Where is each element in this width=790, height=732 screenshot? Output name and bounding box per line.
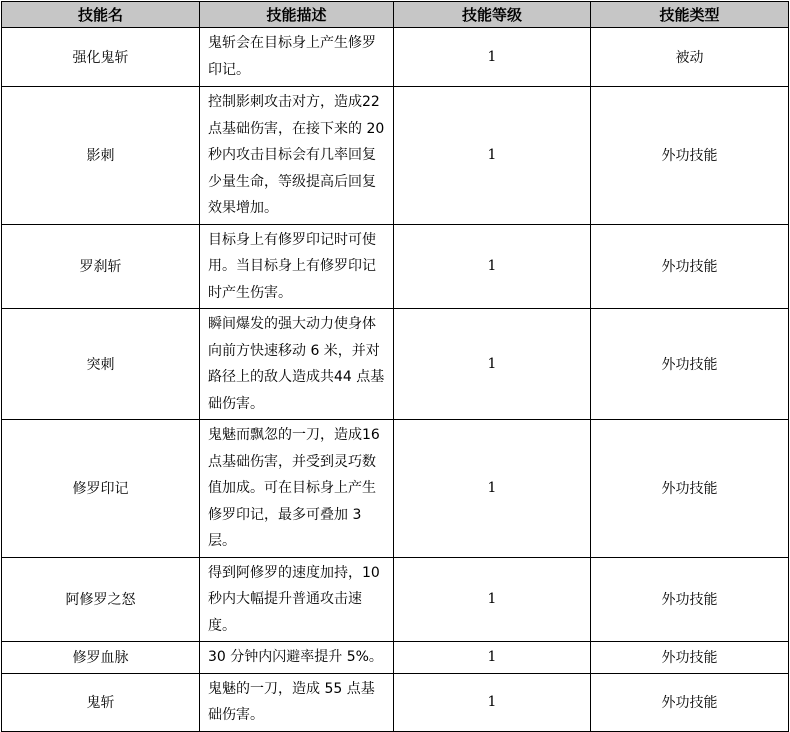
skill-name-cell: 鬼斩 [2,673,200,731]
skill-name-cell: 突刺 [2,309,200,420]
skill-name-cell: 修罗血脉 [2,642,200,674]
skill-type-cell: 被动 [591,28,789,87]
header-row [2,2,789,28]
table-row [2,87,789,225]
skill-level-cell: 1 [394,309,591,420]
skill-type-cell: 外功技能 [591,557,789,642]
skill-name-cell: 修罗印记 [2,420,200,558]
skill-desc-cell: 瞬间爆发的强大动力使身体向前方快速移动 6 米，并对路径上的敌人造成共44 点基础伤害。 [200,309,394,420]
skill-desc-cell: 鬼魅而飘忽的一刀，造成16 点基础伤害，并受到灵巧数值加成。可在目标身上产生修罗印记，最多可叠加 3 层。 [200,420,394,558]
header-skill-desc: 技能描述 [200,2,394,28]
table-row [2,420,789,558]
table-row [2,557,789,642]
header-skill-name: 技能名 [2,2,200,28]
skill-level-cell: 1 [394,28,591,87]
skill-name-cell: 阿修罗之怒 [2,557,200,642]
skill-desc-cell: 控制影刺攻击对方，造成22 点基础伤害，在接下来的 20 秒内攻击目标会有几率回复少量生命，等级提高后回复效果增加。 [200,87,394,225]
skill-level-cell: 1 [394,224,591,309]
skill-table [1,1,789,732]
skill-type-cell: 外功技能 [591,642,789,674]
header-skill-type: 技能类型 [591,2,789,28]
skill-level-cell: 1 [394,420,591,558]
skill-desc-cell: 目标身上有修罗印记时可使用。当目标身上有修罗印记时产生伤害。 [200,224,394,309]
skill-type-cell: 外功技能 [591,420,789,558]
skill-name-cell: 强化鬼斩 [2,28,200,87]
skill-desc-cell: 得到阿修罗的速度加持，10 秒内大幅提升普通攻击速度。 [200,557,394,642]
skill-type-cell: 外功技能 [591,224,789,309]
skill-desc-cell: 30 分钟内闪避率提升 5%。 [200,642,394,674]
skill-desc-cell: 鬼魅的一刀，造成 55 点基础伤害。 [200,673,394,731]
skill-type-cell: 外功技能 [591,673,789,731]
skill-desc-cell: 鬼斩会在目标身上产生修罗印记。 [200,28,394,87]
skill-level-cell: 1 [394,557,591,642]
skill-type-cell: 外功技能 [591,309,789,420]
skill-level-cell: 1 [394,87,591,225]
table-row [2,642,789,674]
table-row [2,28,789,87]
skill-level-cell: 1 [394,673,591,731]
skill-name-cell: 影刺 [2,87,200,225]
table-row [2,673,789,731]
skill-level-cell: 1 [394,642,591,674]
table-row [2,224,789,309]
header-skill-level: 技能等级 [394,2,591,28]
skill-type-cell: 外功技能 [591,87,789,225]
skill-name-cell: 罗刹斩 [2,224,200,309]
table-row [2,309,789,420]
